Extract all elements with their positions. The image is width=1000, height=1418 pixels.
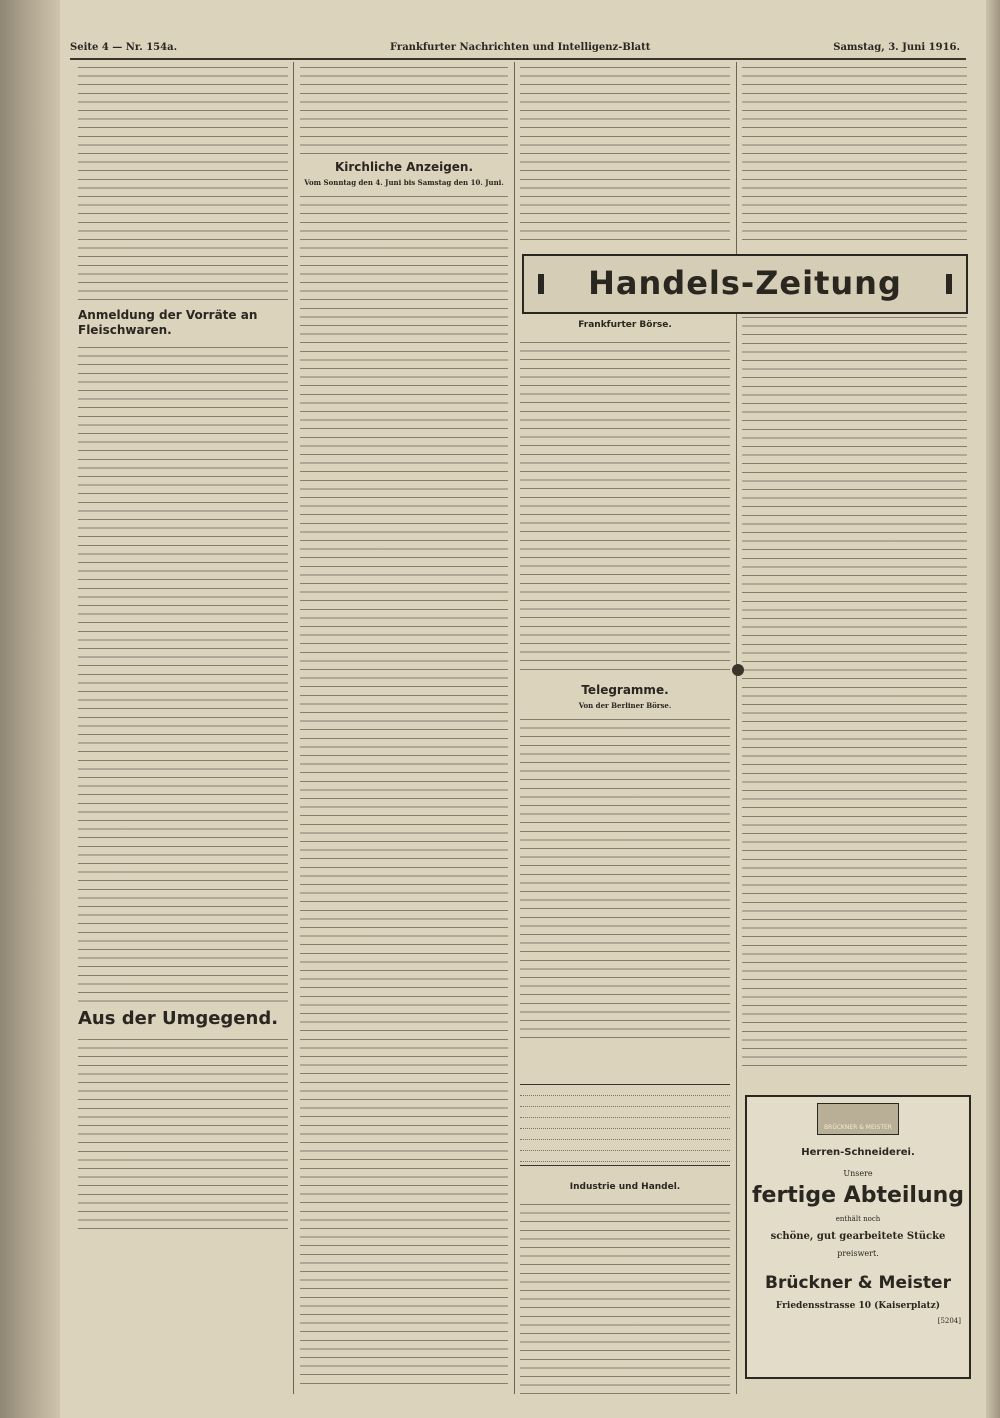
ad-line: Herren-Schneiderei. <box>801 1147 915 1158</box>
page-header <box>70 42 970 58</box>
page-edge <box>986 0 1000 1418</box>
heading-boerse: Frankfurter Börse. <box>578 320 672 330</box>
article-text <box>78 342 288 1002</box>
column-1 <box>78 62 288 1394</box>
handels-zeitung-banner <box>522 254 968 314</box>
newspaper-title: Frankfurter Nachrichten und Intelligenz-Blatt <box>390 42 651 53</box>
column-divider <box>293 62 294 1394</box>
advertisement-brueckner-meister <box>745 1095 971 1379</box>
ad-headline: fertige Abteilung <box>751 1183 965 1208</box>
heading-kirchliche: Kirchliche Anzeigen. <box>334 160 474 174</box>
column-2 <box>300 62 508 1394</box>
church-listings <box>520 62 730 242</box>
ad-code: [5204] <box>937 1317 961 1325</box>
kirchliche-subtitle: Vom Sonntag den 4. Juni bis Samstag den 10. Juni. <box>304 178 504 187</box>
article-text <box>520 714 730 1044</box>
exchange-rate-table <box>520 1084 730 1166</box>
heading-industrie: Industrie und Handel. <box>569 1181 681 1192</box>
ad-line: Unsere <box>843 1169 873 1178</box>
article-text <box>300 62 508 154</box>
ad-company: Brückner & Meister <box>765 1273 951 1293</box>
article-text <box>742 312 967 1072</box>
issue-date: Samstag, 3. Juni 1916. <box>833 42 960 53</box>
heading-umgegend: Aus der Umgegend. <box>78 1008 279 1029</box>
heading-anmeldung: Anmeldung der Vorräte an Fleischwaren. <box>78 308 258 337</box>
header-rule <box>70 58 966 60</box>
column-divider <box>514 62 515 1394</box>
ad-line: schöne, gut gearbeitete Stücke <box>770 1231 946 1242</box>
ad-line: enthält noch <box>835 1215 881 1223</box>
ad-line: preiswert. <box>837 1249 879 1258</box>
brand-logo: BRÜCKNER & MEISTER <box>817 1103 899 1135</box>
telegramme-subtitle: Von der Berliner Börse. <box>578 701 672 710</box>
ink-stain <box>732 664 744 676</box>
page-number: Seite 4 — Nr. 154a. <box>70 42 178 53</box>
church-listings <box>742 62 967 242</box>
article-text <box>78 62 288 302</box>
article-text <box>520 1199 730 1394</box>
heading-telegramme: Telegramme. <box>581 683 669 697</box>
article-text <box>78 1034 288 1234</box>
page-binding <box>0 0 60 1418</box>
ad-address: Friedensstrasse 10 (Kaiserplatz) <box>775 1301 941 1311</box>
article-text <box>520 337 730 677</box>
church-listings <box>300 191 508 1391</box>
handels-zeitung-title: Handels-Zeitung <box>588 264 902 302</box>
